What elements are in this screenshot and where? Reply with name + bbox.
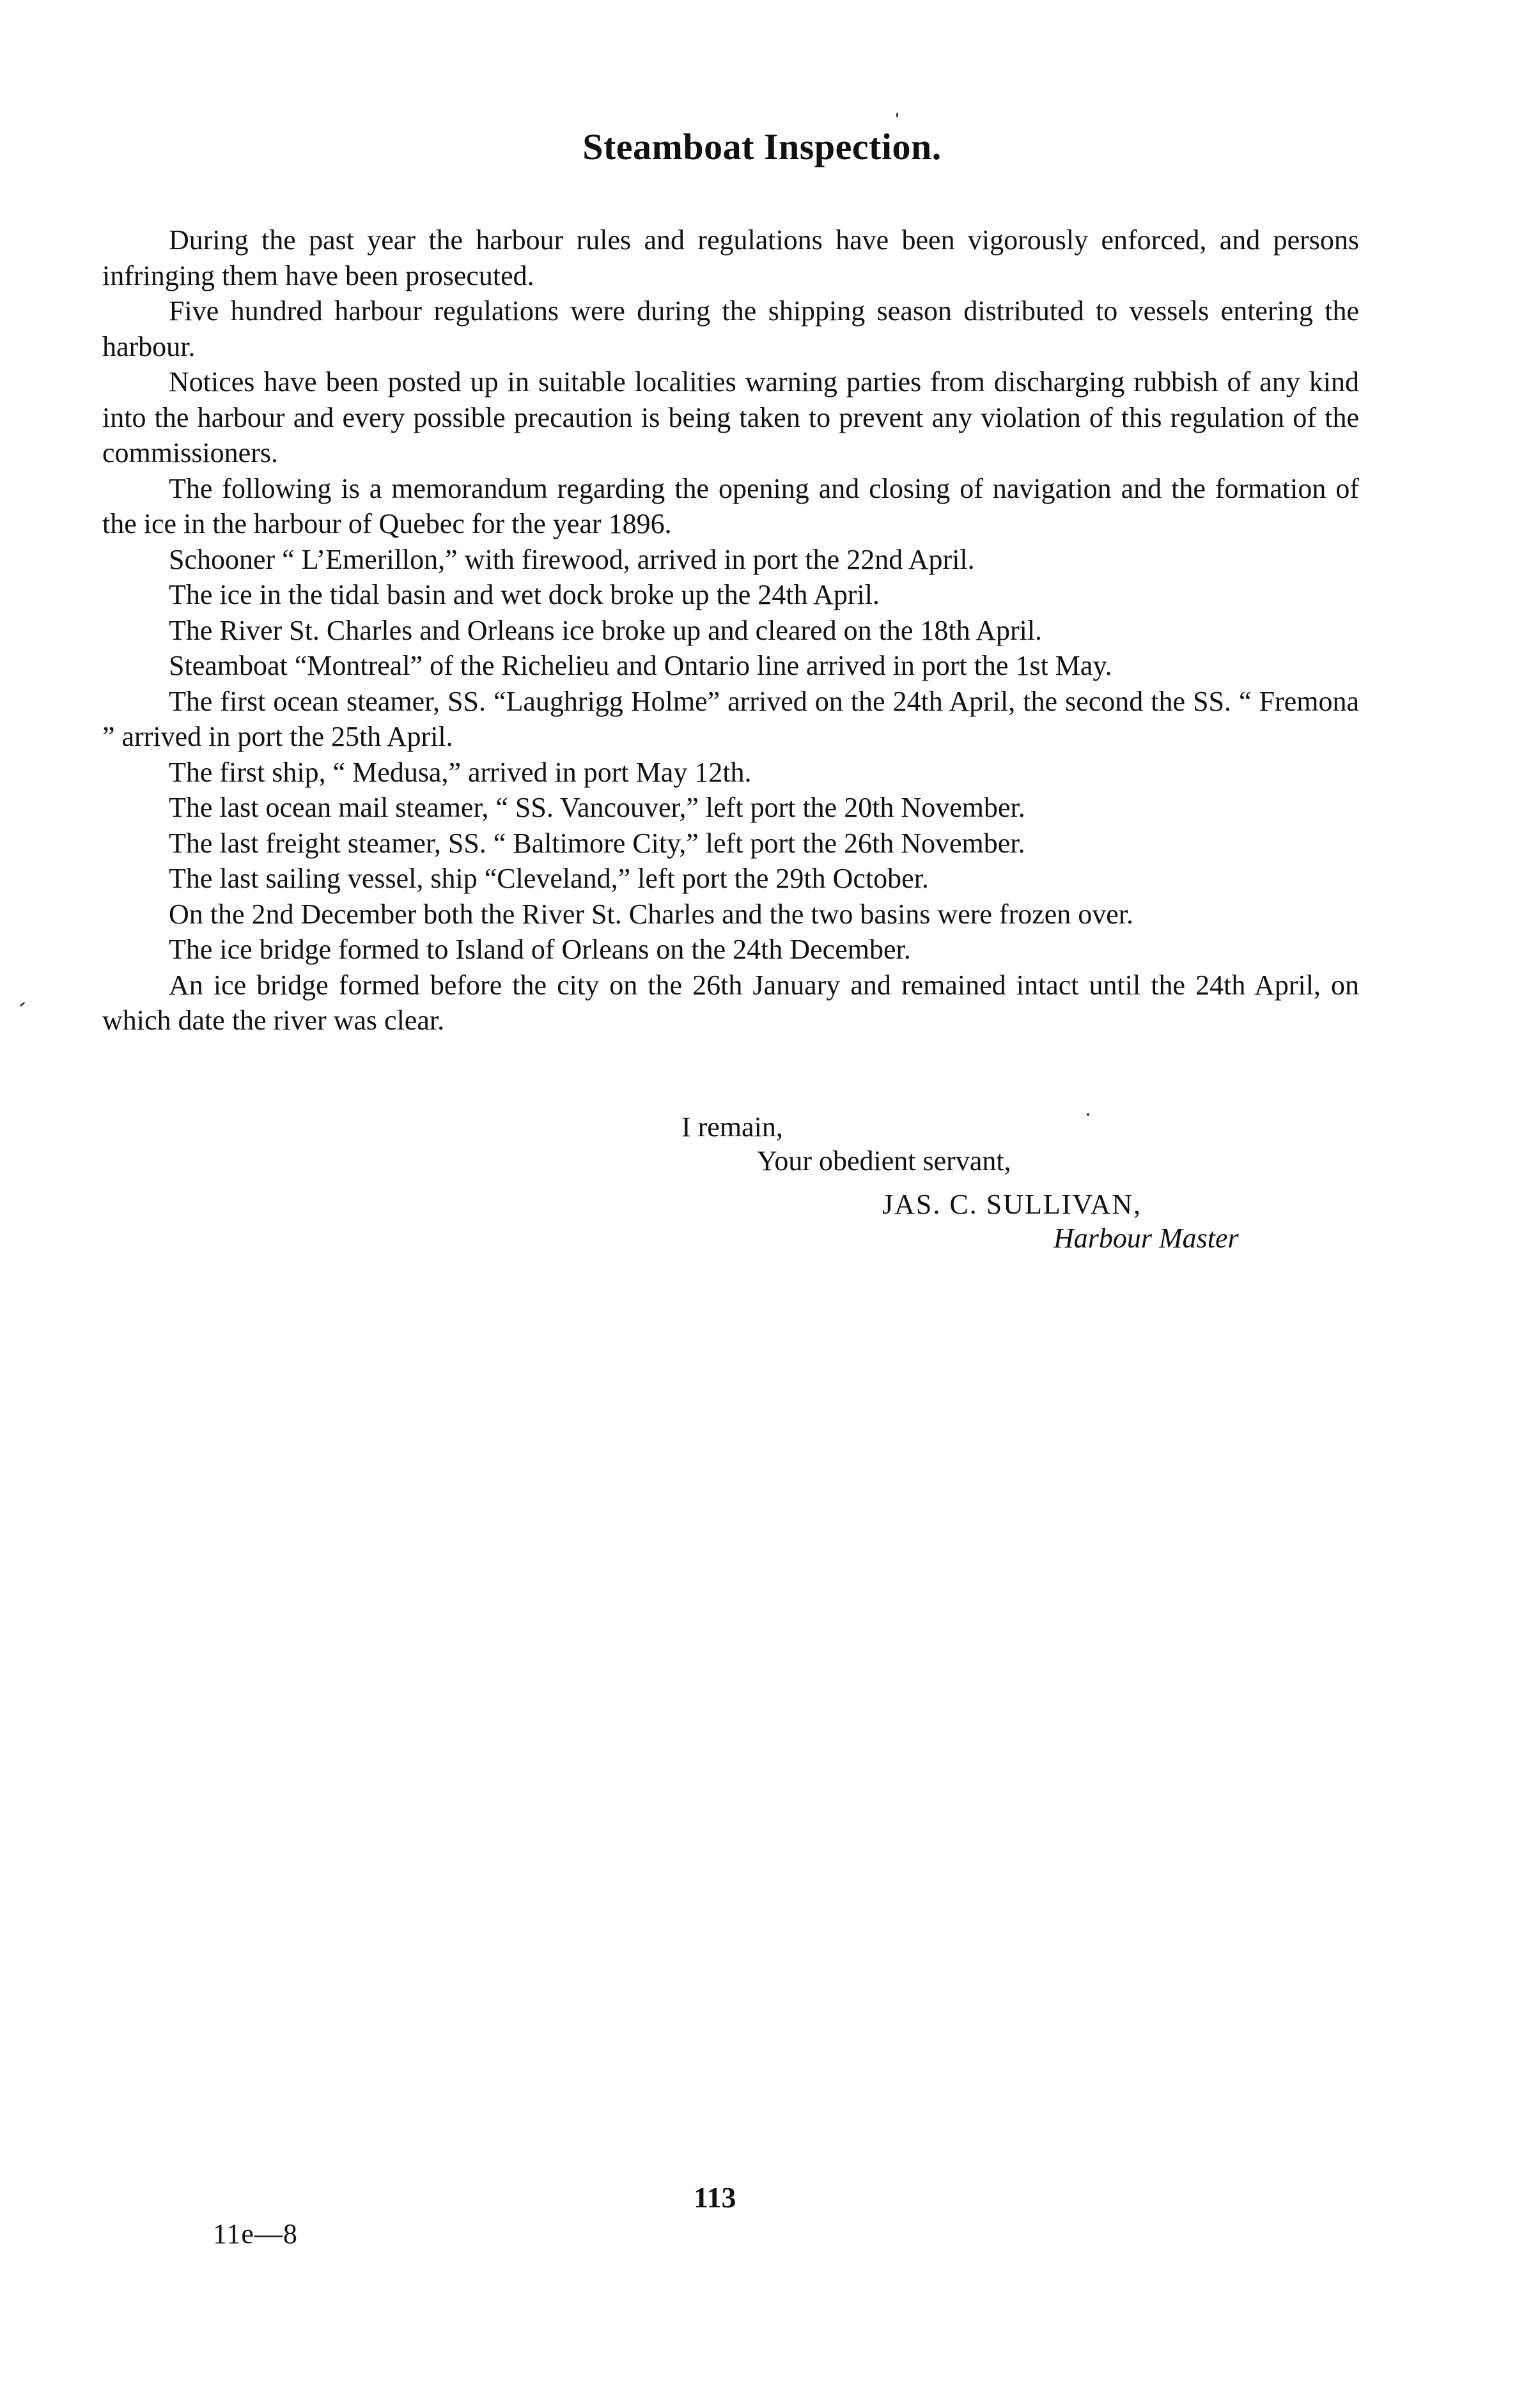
paragraph: On the 2nd December both the River St. Charles and the two basins were frozen over. bbox=[169, 898, 1134, 930]
paragraph: The first ship, “ Medusa,” arrived in port May 12th. bbox=[169, 756, 752, 788]
scan-speck bbox=[896, 112, 898, 118]
page-number: 113 bbox=[694, 2181, 736, 2214]
paragraph: The ice in the tidal basin and wet dock broke up the 24th April. bbox=[169, 579, 880, 610]
scan-speck bbox=[19, 1001, 26, 1007]
signature-mark: 11e—8 bbox=[213, 2218, 298, 2250]
paragraph: The first ocean steamer, SS. “Laughrigg Holme” arrived on the 24th April, the second the SS. “ Fremona ” arrived in port the 25th April. bbox=[102, 685, 1359, 752]
scan-speck bbox=[1087, 1113, 1089, 1116]
paragraph: The last ocean mail steamer, “ SS. Vancouver,” left port the 20th November. bbox=[169, 792, 1025, 823]
paragraph: The last sailing vessel, ship “Cleveland,” left port the 29th October. bbox=[169, 863, 929, 894]
signatory-role: Harbour Master bbox=[1054, 1223, 1239, 1254]
paragraph: Schooner “ L’Emerillon,” with firewood, arrived in port the 22nd April. bbox=[169, 543, 975, 575]
signatory-name: JAS. C. SULLIVAN, bbox=[882, 1189, 1142, 1220]
paragraph: Steamboat “Montreal” of the Richelieu and Ontario line arrived in port the 1st May. bbox=[169, 650, 1112, 681]
paragraph: The following is a memorandum regarding the opening and closing of navigation and the formation of the ice in the harbour of Quebec for the year 1896. bbox=[102, 472, 1359, 539]
closing-servant: Your obedient servant, bbox=[757, 1145, 1011, 1177]
paragraph: An ice bridge formed before the city on the 26th January and remained intact until the 24th April, on which date the river was clear. bbox=[102, 969, 1359, 1036]
closing-remain: I remain, bbox=[681, 1111, 783, 1143]
paragraph: The River St. Charles and Orleans ice broke up and cleared on the 18th April. bbox=[169, 614, 1043, 646]
paragraph: The last freight steamer, SS. “ Baltimore City,” left port the 26th November. bbox=[169, 827, 1025, 859]
paragraph: Notices have been posted up in suitable localities warning parties from discharging rubbish of any kind into the harbour and every possible precaution is being taken to prevent any violation of this regulation of the commissioners. bbox=[102, 366, 1359, 468]
paragraph: During the past year the harbour rules and regulations have been vigorously enforced, and persons infringing them have been prosecuted. bbox=[102, 224, 1359, 291]
page-title: Steamboat Inspection. bbox=[582, 126, 942, 167]
body-text bbox=[102, 222, 1359, 1038]
paragraph: The ice bridge formed to Island of Orleans on the 24th December. bbox=[169, 934, 911, 965]
paragraph: Five hundred harbour regulations were during the shipping season distributed to vessels entering the harbour. bbox=[102, 295, 1359, 362]
